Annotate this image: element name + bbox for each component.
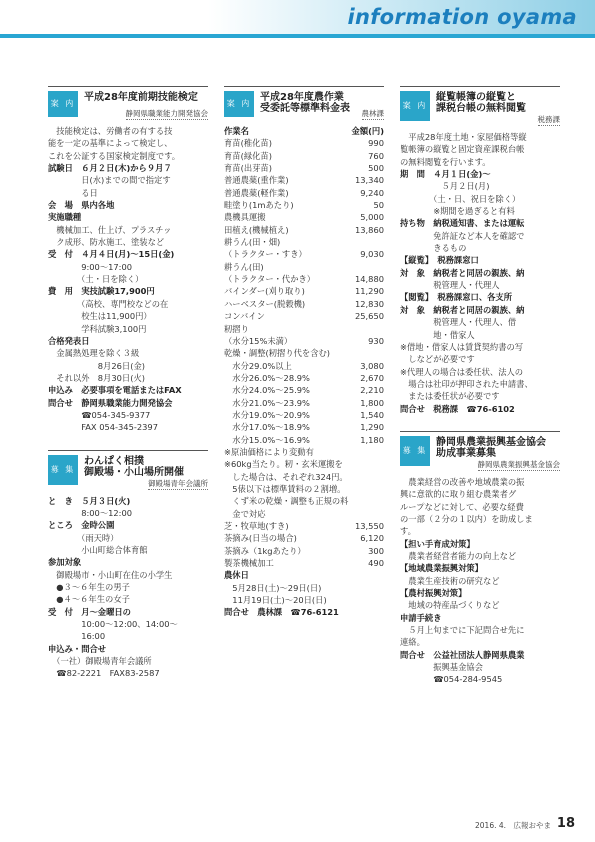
- text-line: 農業者経営者能力の向上など: [400, 550, 517, 561]
- table-cell-fee: 50: [373, 200, 384, 211]
- section-title-line: 御殿場・小山場所開催: [84, 466, 184, 478]
- table-row: [224, 532, 384, 544]
- table-row: [224, 557, 384, 569]
- text-line: ５月２日(月): [400, 181, 490, 192]
- text-line: ☎054-345-9377: [48, 409, 151, 420]
- text-line: 問合せ 税務課 ☎76-6102: [400, 403, 515, 414]
- section-header: [224, 86, 384, 121]
- table-cell-fee: 1,800: [360, 397, 384, 408]
- text-line: 問合せ 静岡県職業能力開発協会: [48, 397, 173, 408]
- table-cell-task: 育苗(出芽苗): [224, 163, 272, 174]
- section-title-line: 縦覧帳簿の縦覧と: [436, 92, 516, 103]
- text-line: 受 付 月～金曜日の: [48, 606, 131, 617]
- section-header: [48, 86, 208, 121]
- text-line: 申込み・問合せ: [48, 643, 107, 654]
- category-badge: 案 内: [48, 91, 78, 117]
- table-cell-task: 普通農薬(軽作業): [224, 187, 289, 198]
- column-2: [224, 86, 384, 619]
- text-line: 日(水)までの間で指定す: [48, 175, 171, 186]
- section-body: [400, 131, 560, 415]
- text-line: ５月上旬までに下記問合せ先に: [400, 625, 525, 636]
- text-line: 10:00～12:00、14:00～: [48, 619, 178, 630]
- category-badge: 募 集: [400, 436, 430, 466]
- table-cell-task: バインダー(刈り取り): [224, 286, 305, 297]
- table-row: [224, 248, 384, 260]
- header-rule: [0, 34, 595, 38]
- text-line: 【縦覧】 税務課窓口: [400, 255, 479, 266]
- text-line: ところ 金時公園: [48, 520, 115, 531]
- table-cell-task: 育苗(緑化苗): [224, 150, 272, 161]
- table-cell-fee: 14,880: [354, 274, 384, 285]
- section-org: 税務課: [537, 115, 560, 124]
- section-header: [400, 86, 560, 127]
- table-cell-task: 製茶機械加工: [224, 558, 274, 569]
- category-badge: 案 内: [224, 91, 254, 117]
- table-cell-task: 普通農薬(重作業): [224, 175, 289, 186]
- section-title-line: 課税台帳の無料閲覧: [436, 103, 526, 114]
- table-cell-fee: 300: [368, 545, 384, 556]
- text-line: （雨天時）: [48, 532, 119, 543]
- text-line: 5俵以下は標準賃料の２割増。: [224, 483, 346, 494]
- text-line: 11月19日(土)～20日(日): [224, 595, 327, 606]
- table-row: [224, 298, 384, 310]
- text-line: 持ち物 納税通知書、または運転: [400, 218, 525, 229]
- table-row: [224, 285, 384, 297]
- text-line: 場合は社印が押印された申請書、: [400, 378, 533, 389]
- table-row: [224, 347, 384, 359]
- text-line: 合格発表日: [48, 335, 90, 346]
- table-cell-task: 水分21.0%～23.9%: [224, 397, 310, 408]
- text-line: または委任状が必要です: [400, 391, 500, 402]
- text-line: 試験日 ６月２日(木)から９月７: [48, 163, 172, 174]
- text-line: 【農村振興対策】: [400, 588, 467, 598]
- text-line: 連絡。: [400, 637, 425, 648]
- text-line: ☎82-2221 FAX83-2587: [48, 668, 160, 679]
- table-row: [224, 162, 384, 174]
- table-cell-task: 水分15.0%～16.9%: [224, 434, 310, 445]
- table-row: [224, 545, 384, 557]
- table-row: [224, 236, 384, 248]
- text-line: 校生は11,900円）: [48, 311, 152, 322]
- header-title: information oyama: [347, 5, 577, 29]
- text-line: 免許証など本人を確認で: [400, 230, 525, 241]
- section-header: [400, 431, 560, 472]
- table-row: [224, 174, 384, 186]
- text-line: 能を一定の基準によって検定し、: [48, 138, 173, 149]
- text-line: ※60kg当たり。籾・玄米運搬を: [224, 459, 343, 470]
- table-cell-fee: 490: [368, 558, 384, 569]
- table-cell-task: 水分19.0%～20.9%: [224, 409, 310, 420]
- category-badge: 募 集: [48, 455, 78, 485]
- text-line: 学科試験3,100円: [48, 323, 147, 334]
- table-cell-task: 耕うん(田・畑): [224, 237, 281, 248]
- table-cell-fee: 5,000: [360, 212, 384, 223]
- text-line: ※期間を過ぎると有料: [400, 206, 515, 217]
- section-org: 御殿場青年会議所: [148, 478, 208, 488]
- text-line: 16:00: [48, 631, 106, 642]
- table-cell-fee: 9,240: [360, 187, 384, 198]
- section-title-line: 平成28年度農作業: [260, 92, 344, 103]
- section-title: 平成28年度前期技能検定: [84, 92, 198, 103]
- table-row: [224, 211, 384, 223]
- table-cell-fee: 2,670: [360, 372, 384, 383]
- text-line: 申請手続き: [400, 612, 442, 623]
- table-cell-fee: 2,210: [360, 385, 384, 396]
- table-cell-fee: 1,540: [360, 409, 384, 420]
- table-row: [224, 384, 384, 396]
- text-line: 8月26日(金): [48, 360, 145, 371]
- table-cell-fee: 12,830: [354, 298, 384, 309]
- text-line: 地・借家人: [400, 329, 475, 340]
- table-cell-fee: 3,080: [360, 360, 384, 371]
- text-line: 問合せ 農林課 ☎76-6121: [224, 607, 339, 618]
- text-line: 平成28年度土地・家屋価格等縦: [400, 132, 527, 142]
- text-line: 受 付 ４月４日(月)～15日(金): [48, 249, 175, 260]
- section-org: 農林課: [361, 109, 384, 118]
- table-cell-fee: 25,650: [354, 311, 384, 322]
- text-line: 振興基金協会: [400, 662, 483, 673]
- table-row: [224, 150, 384, 162]
- table-cell-task: 水分17.0%～18.9%: [224, 422, 310, 433]
- text-line: 5月28日(土)～29日(日): [224, 582, 322, 593]
- table-cell-fee: 9,030: [360, 249, 384, 260]
- section-title: [436, 92, 526, 114]
- section-title-line: 受委託等標準料金表: [260, 103, 350, 114]
- text-line: 問合せ 公益社団法人静岡県農業: [400, 649, 525, 660]
- table-row: [224, 187, 384, 199]
- text-line: 会 場 県内各地: [48, 200, 115, 211]
- text-line: 農業経営の改善や地域農業の振: [400, 476, 525, 487]
- text-line: す。: [400, 526, 416, 537]
- table-cell-task: ハーベスター(脱穀機): [224, 298, 306, 309]
- table-cell-fee: 11,290: [354, 286, 384, 297]
- table-cell-task: 畦塗り(1mあたり): [224, 200, 294, 211]
- table-cell-fee: 760: [368, 150, 384, 161]
- text-line: 税管理人・代理人: [400, 280, 500, 291]
- text-line: の無料閲覧を行います。: [400, 156, 491, 167]
- table-row: [224, 372, 384, 384]
- footer-text: 2016. 4. 広報おやま: [475, 821, 552, 830]
- table-row: [224, 224, 384, 236]
- section-org: 静岡県農業振興基金協会: [477, 459, 560, 469]
- text-line: 金属熱処理を除く３級: [48, 348, 140, 359]
- table-cell-fee: 990: [368, 138, 384, 149]
- table-row: [224, 273, 384, 285]
- table-cell-fee: 930: [368, 335, 384, 346]
- table-cell-fee: 13,340: [354, 175, 384, 186]
- table-row: [224, 335, 384, 347]
- text-line: 御殿場市・小山町在住の小学生: [48, 569, 173, 580]
- text-line: 農休日: [224, 570, 249, 581]
- section-header: [48, 450, 208, 491]
- text-line: 期 間 ４月１日(金)～: [400, 169, 491, 180]
- section-body: [48, 495, 208, 680]
- text-line: ●４～６年生の女子: [48, 594, 130, 605]
- column-3: [400, 86, 560, 686]
- text-line: （土・日を除く）: [48, 274, 144, 285]
- section-title: [84, 456, 184, 478]
- table-cell-task: （トラクター・すき）: [224, 249, 307, 260]
- text-line: 機械加工、仕上げ、プラスチッ: [48, 224, 172, 235]
- text-line: ☎054-284-9545: [400, 674, 503, 685]
- table-cell-task: （水分15%未満）: [224, 335, 293, 346]
- text-line: 9:00～17:00: [48, 261, 133, 272]
- section-body: [400, 476, 560, 686]
- text-line: 参加対象: [48, 557, 82, 568]
- text-line: と き ５月３日(火): [48, 495, 131, 506]
- table-cell-task: 籾摺り: [224, 323, 249, 334]
- table-cell-task: 茶摘み（1kgあたり）: [224, 545, 306, 556]
- text-line: 小山町総合体育館: [48, 544, 148, 555]
- table-cell-task: （トラクター・代かき）: [224, 274, 316, 285]
- text-line: 実施職種: [48, 212, 82, 223]
- page-footer: [400, 818, 575, 832]
- text-line: ※借地・借家人は賃貸契約書の写: [400, 341, 524, 352]
- page-header: [0, 0, 595, 42]
- table-cell-task: 水分26.0%～28.9%: [224, 372, 310, 383]
- text-line: これを公証する国家検定制度です。: [48, 150, 181, 161]
- table-row: [224, 360, 384, 372]
- table-cell-task: 水分24.0%～25.9%: [224, 385, 310, 396]
- text-line: 農業生産技術の研究など: [400, 575, 500, 586]
- text-line: した場合は、それぞれ324円。: [224, 471, 348, 482]
- section-title-line: 静岡県農業振興基金協会: [436, 436, 546, 448]
- text-line: ※代理人の場合は委任状、法人の: [400, 366, 524, 377]
- text-line: ●３～６年生の男子: [48, 582, 130, 592]
- text-line: きるもの: [400, 243, 467, 254]
- table-row: [224, 323, 384, 335]
- table-cell-task: コンバイン: [224, 311, 265, 322]
- text-line: （土・日、祝日を除く）: [400, 193, 521, 204]
- table-header-cell: 金額(円): [351, 126, 384, 136]
- text-line: 費 用 実技試験17,900円: [48, 286, 155, 297]
- table-row: [224, 520, 384, 532]
- table-row: [224, 397, 384, 409]
- table-cell-fee: 13,550: [354, 521, 384, 531]
- text-line: （高校、専門校などの在: [48, 298, 169, 309]
- table-row: [224, 261, 384, 273]
- page-number: 18: [556, 816, 575, 831]
- text-line: 金で対応: [224, 508, 266, 519]
- section-org: 静岡県職業能力開発協会: [125, 109, 208, 118]
- text-line: くず米の乾燥・調整も正規の料: [224, 496, 349, 507]
- table-cell-fee: 1,290: [360, 422, 384, 433]
- table-row: [224, 199, 384, 211]
- section-title-line: わんぱく相撲: [84, 455, 144, 467]
- table-header: [224, 125, 384, 137]
- table-cell-task: 田植え(機械植え): [224, 224, 289, 235]
- text-line: 対 象 納税者と同居の親族、納: [400, 267, 525, 278]
- section-title-line: 助成事業募集: [436, 447, 496, 459]
- text-line: ク成形、防水施工、塗装など: [48, 237, 165, 248]
- table-row: [224, 434, 384, 446]
- table-row: [224, 310, 384, 322]
- text-line: 税管理人・代理人、借: [400, 317, 517, 328]
- text-line: の一部（２分の１以内）を助成しま: [400, 513, 533, 524]
- table-cell-task: 育苗(稚化苗): [224, 138, 272, 149]
- text-line: 【担い手育成対策】: [400, 538, 475, 549]
- table-row: [224, 421, 384, 433]
- table-cell-fee: 6,120: [360, 533, 384, 544]
- text-line: それ以外 8月30日(火): [48, 372, 145, 383]
- text-line: 覧帳簿の縦覧と固定資産課税台帳: [400, 144, 525, 155]
- text-line: る日: [48, 187, 98, 198]
- text-line: ループなどに対して、必要な経費: [400, 501, 524, 512]
- text-line: 【地域農業振興対策】: [400, 563, 483, 574]
- text-line: FAX 054-345-2397: [48, 422, 158, 433]
- table-cell-task: 耕うん(田): [224, 261, 264, 272]
- column-1: [48, 86, 208, 680]
- text-line: 8:00～12:00: [48, 507, 133, 518]
- text-line: 興に意欲的に取り組む農業者グ: [400, 489, 517, 500]
- table-cell-fee: 13,860: [354, 224, 384, 235]
- table-cell-task: 農機具運搬: [224, 212, 266, 223]
- text-line: 【閲覧】 税務課窓口、各支所: [400, 292, 513, 303]
- text-line: ※原油価格により変動有: [224, 446, 314, 457]
- section-title: [436, 437, 546, 459]
- table-cell-fee: 1,180: [360, 434, 384, 445]
- section-title: [260, 92, 350, 114]
- category-badge: 案 内: [400, 91, 430, 121]
- section-body: [48, 125, 208, 434]
- table-row: [224, 409, 384, 421]
- text-line: 対 象 納税者と同居の親族、納: [400, 304, 525, 315]
- table-row: [224, 137, 384, 149]
- text-line: 技能検定は、労働者の有する技: [48, 126, 173, 136]
- table-cell-task: 芝・牧草地(すき): [224, 521, 289, 531]
- text-line: （一社）御殿場青年会議所: [48, 656, 152, 667]
- table-header-cell: 作業名: [224, 126, 249, 136]
- text-line: 地域の特産品づくりなど: [400, 600, 500, 611]
- table-cell-task: 乾燥・調整(籾摺り代を含む): [224, 348, 331, 359]
- table-cell-task: 水分29.0%以上: [224, 360, 292, 371]
- table-cell-task: 茶摘み(日当の場合): [224, 533, 297, 544]
- text-line: しなどが必要です: [400, 354, 475, 365]
- text-line: 申込み 必要事項を電話またはFAX: [48, 385, 182, 396]
- table-cell-fee: 500: [368, 163, 384, 174]
- fee-table: [224, 125, 384, 619]
